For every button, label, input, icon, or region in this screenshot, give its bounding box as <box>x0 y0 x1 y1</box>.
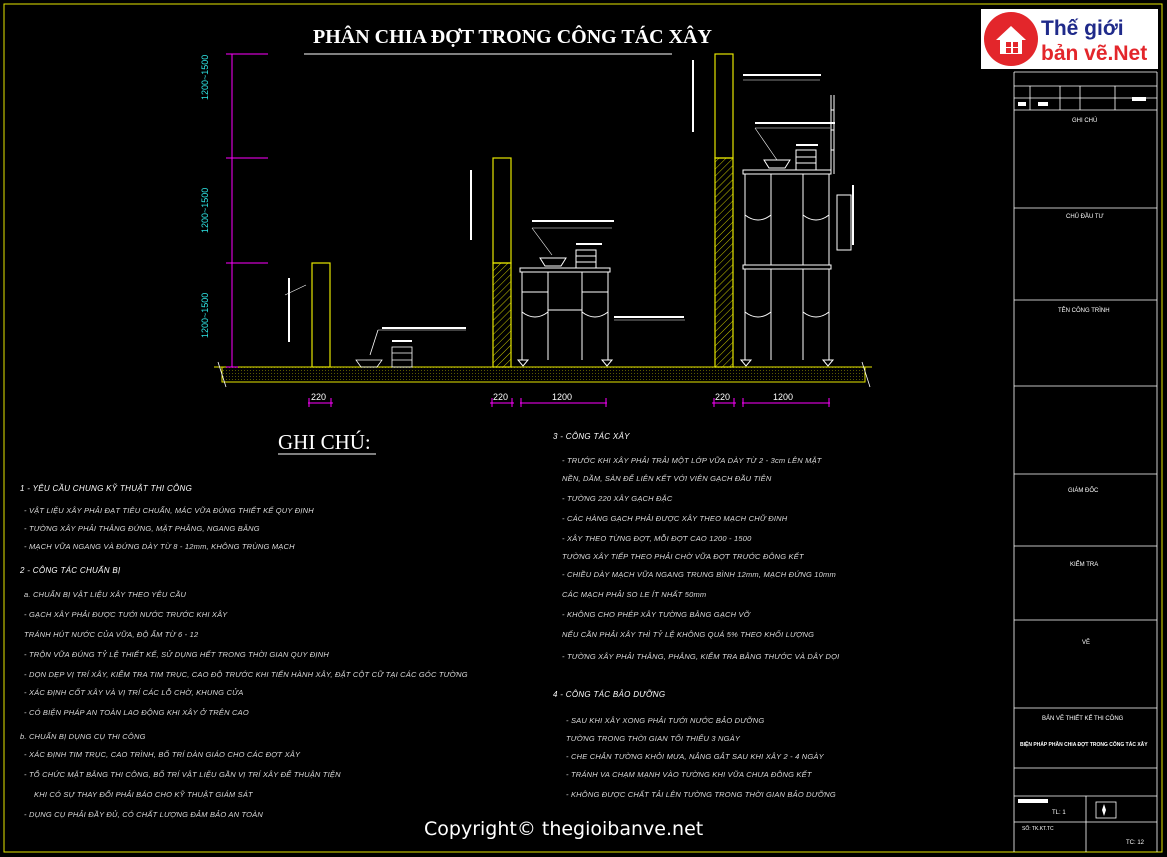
notes-section-2-heading: 2 - CÔNG TÁC CHUẨN BỊ <box>20 566 121 575</box>
dim-horizontal-2: 220 <box>493 392 509 402</box>
notes-section-1-line: - TƯỜNG XÂY PHẢI THẲNG ĐỨNG, MẶT PHẲNG, NGANG BẰNG <box>24 524 260 533</box>
dim-horizontal-1: 220 <box>311 392 327 402</box>
notes-section-2-line: - TỔ CHỨC MẶT BẰNG THI CÔNG, BỐ TRÍ VẬT LIỆU GẦN VỊ TRÍ XÂY ĐỂ THUẬN TIỆN <box>24 770 341 779</box>
notes-section-2-line: - XÁC ĐỊNH CỐT XÂY VÀ VỊ TRÍ CÁC LỖ CHỜ, KHUNG CỬA <box>24 688 244 697</box>
dim-vertical-bottom: 1200~1500 <box>200 292 210 338</box>
copyright-watermark: Copyright© thegioibanve.net <box>424 818 704 840</box>
tb-ghi-chu: GHI CHÚ <box>1072 118 1098 124</box>
notes-section-2-line: KHI CÓ SỰ THAY ĐỔI PHẢI BÁO CHO KỸ THUẬT GIÁM SÁT <box>34 790 253 799</box>
notes-section-3-line: - TƯỜNG 220 XÂY GẠCH ĐẶC <box>562 494 673 503</box>
ground-slab <box>214 362 872 387</box>
notes-section-2-line: - XÁC ĐỊNH TIM TRỤC, CAO TRÌNH, BỐ TRÍ DÀN GIÁO CHO CÁC ĐỢT XÂY <box>24 750 301 759</box>
house-logo-icon <box>984 12 1038 66</box>
logo-line-2: bản vẽ.Net <box>1041 42 1148 65</box>
small-labels <box>288 60 854 342</box>
tb-chu-dau-tu: CHỦ ĐẦU TƯ <box>1066 214 1104 220</box>
dim-horizontal-4: 220 <box>715 392 731 402</box>
tb-to-so: TC: 12 <box>1126 840 1145 846</box>
dim-horizontal-3: 1200 <box>552 392 573 402</box>
tb-ve: VẼ <box>1082 640 1091 646</box>
notes-section-3-line: - TRƯỚC KHI XÂY PHẢI TRẢI MỘT LỚP VỮA DÀY TỪ 2 - 3cm LÊN MẶT <box>562 456 822 465</box>
title-block <box>1014 72 1157 852</box>
notes-section-2-line: b. CHUẨN BỊ DỤNG CỤ THI CÔNG <box>20 732 146 741</box>
notes-section-3-line: TƯỜNG XÂY TIẾP THEO PHẢI CHỜ VỮA ĐỢT TRƯỚC ĐÔNG KẾT <box>562 552 804 561</box>
notes-section-3-line: - CÁC HÀNG GẠCH PHẢI ĐƯỢC XÂY THEO MẠCH CHỮ ĐINH <box>562 514 788 523</box>
mortar-tray-1 <box>356 330 412 367</box>
wall-stage-1 <box>285 263 330 367</box>
notes-section-2-line: TRÁNH HÚT NƯỚC CỦA VỮA, ĐỘ ẨM TỪ 6 - 12 <box>24 630 199 639</box>
notes-section-2-line: - CÓ BIỆN PHÁP AN TOÀN LAO ĐỘNG KHI XÂY Ở TRÊN CAO <box>24 708 249 717</box>
dim-vertical-top: 1200~1500 <box>200 54 210 100</box>
notes-section-2-line: - DỌN DẸP VỊ TRÍ XÂY, KIỂM TRA TIM TRỤC, CAO ĐỘ TRƯỚC KHI TIẾN HÀNH XÂY, ĐẶT CỘT CỮ TẠI CÁC GÓC TƯỜNG <box>24 670 468 679</box>
wall-stage-3 <box>715 54 733 367</box>
notes-section-3-line: - TƯỜNG XÂY PHẢI THẲNG, PHẲNG, KIỂM TRA BẰNG THƯỚC VÀ DÂY DỌI <box>562 652 840 661</box>
notes-section-2-line: - DỤNG CỤ PHẢI ĐẦY ĐỦ, CÓ CHẤT LƯỢNG ĐẢM BẢO AN TOÀN <box>24 810 263 819</box>
tb-ten-ban-ve: BIỆN PHÁP PHÂN CHIA ĐỢT TRONG CÔNG TÁC XÂY <box>1020 742 1148 748</box>
notes-section-3-line: - KHÔNG CHO PHÉP XÂY TƯỜNG BẰNG GẠCH VỠ <box>562 610 751 619</box>
tb-so-hieu: SỐ: TK.KT.TC <box>1022 826 1054 832</box>
dim-vertical-middle: 1200~1500 <box>200 187 210 233</box>
compass-icon <box>1096 802 1116 818</box>
notes-section-3-line: CÁC MẠCH PHẢI SO LE ÍT NHẤT 50mm <box>562 590 707 599</box>
notes-section-4-line: - TRÁNH VA CHẠM MẠNH VÀO TƯỜNG KHI VỮA CHƯA ĐÔNG KẾT <box>566 770 812 779</box>
notes-section-1-line: - MẠCH VỮA NGANG VÀ ĐỨNG DÀY TỪ 8 - 12mm, KHÔNG TRÙNG MẠCH <box>24 542 295 551</box>
tb-ti-le: TL: 1 <box>1052 810 1066 816</box>
notes-section-4-line: - SAU KHI XÂY XONG PHẢI TƯỚI NƯỚC BẢO DƯỠNG <box>566 716 765 725</box>
scaffold-1 <box>518 250 612 366</box>
notes-section-4-line: - CHE CHẮN TƯỜNG KHỎI MƯA, NẮNG GẮT SAU KHI XÂY 2 - 4 NGÀY <box>566 752 824 761</box>
wall-stage-2 <box>493 158 511 367</box>
notes-section-3-heading: 3 - CÔNG TÁC XÂY <box>553 432 630 441</box>
notes-section-3-line: NẾU CẦN PHẢI XÂY THÌ TỶ LỆ KHÔNG QUÁ 5% THEO KHỐI LƯỢNG <box>562 630 815 639</box>
notes-section-2-line: - GẠCH XÂY PHẢI ĐƯỢC TƯỚI NƯỚC TRƯỚC KHI XÂY <box>24 610 228 619</box>
notes-section-3-line: NỀN, DẦM, SÀN ĐỂ LIÊN KẾT VỚI VIÊN GẠCH ĐẦU TIÊN <box>562 474 772 483</box>
notes-section-3-line: - CHIỀU DÀY MẠCH VỮA NGANG TRUNG BÌNH 12mm, MẠCH ĐỨNG 10mm <box>562 570 836 579</box>
notes-heading: GHI CHÚ: <box>278 430 371 454</box>
scaffold-2 <box>741 95 851 366</box>
tb-giam-doc: GIÁM ĐỐC <box>1068 488 1099 494</box>
logo-line-1: Thế giới <box>1041 17 1124 40</box>
brand-logo <box>981 9 1158 69</box>
title-block-marks <box>1018 97 1146 803</box>
vertical-dimension <box>226 54 268 367</box>
tb-ten-cong-trinh: TÊN CÔNG TRÌNH <box>1058 308 1110 314</box>
notes-section-4-line: TƯỜNG TRONG THỜI GIAN TỐI THIỂU 3 NGÀY <box>566 734 741 743</box>
notes-section-4-line: - KHÔNG ĐƯỢC CHẤT TẢI LÊN TƯỜNG TRONG THỜI GIAN BẢO DƯỠNG <box>566 790 836 799</box>
notes-section-1-line: - VẬT LIỆU XÂY PHẢI ĐẠT TIÊU CHUẨN, MÁC VỮA ĐÚNG THIẾT KẾ QUY ĐỊNH <box>24 506 314 515</box>
notes-section-2-line: a. CHUẨN BỊ VẬT LIỆU XÂY THEO YÊU CẦU <box>24 590 187 599</box>
notes-section-2-line: - TRỘN VỮA ĐÚNG TỶ LỆ THIẾT KẾ, SỬ DỤNG HẾT TRONG THỜI GIAN QUY ĐỊNH <box>24 650 329 659</box>
notes-section-4-heading: 4 - CÔNG TÁC BẢO DƯỠNG <box>553 690 666 699</box>
tb-ban-ve: BẢN VẼ THIẾT KẾ THI CÔNG <box>1042 716 1124 722</box>
notes-section-3-line: - XÂY THEO TỪNG ĐỢT, MỖI ĐỢT CAO 1200 - 1500 <box>562 534 752 543</box>
tb-kiem-tra: KIỂM TRA <box>1070 562 1099 568</box>
drawing-title: PHÂN CHIA ĐỢT TRONG CÔNG TÁC XÂY <box>313 26 712 48</box>
dim-horizontal-5: 1200 <box>773 392 794 402</box>
notes-section-1-heading: 1 - YÊU CẦU CHUNG KỸ THUẬT THI CÔNG <box>20 484 193 493</box>
